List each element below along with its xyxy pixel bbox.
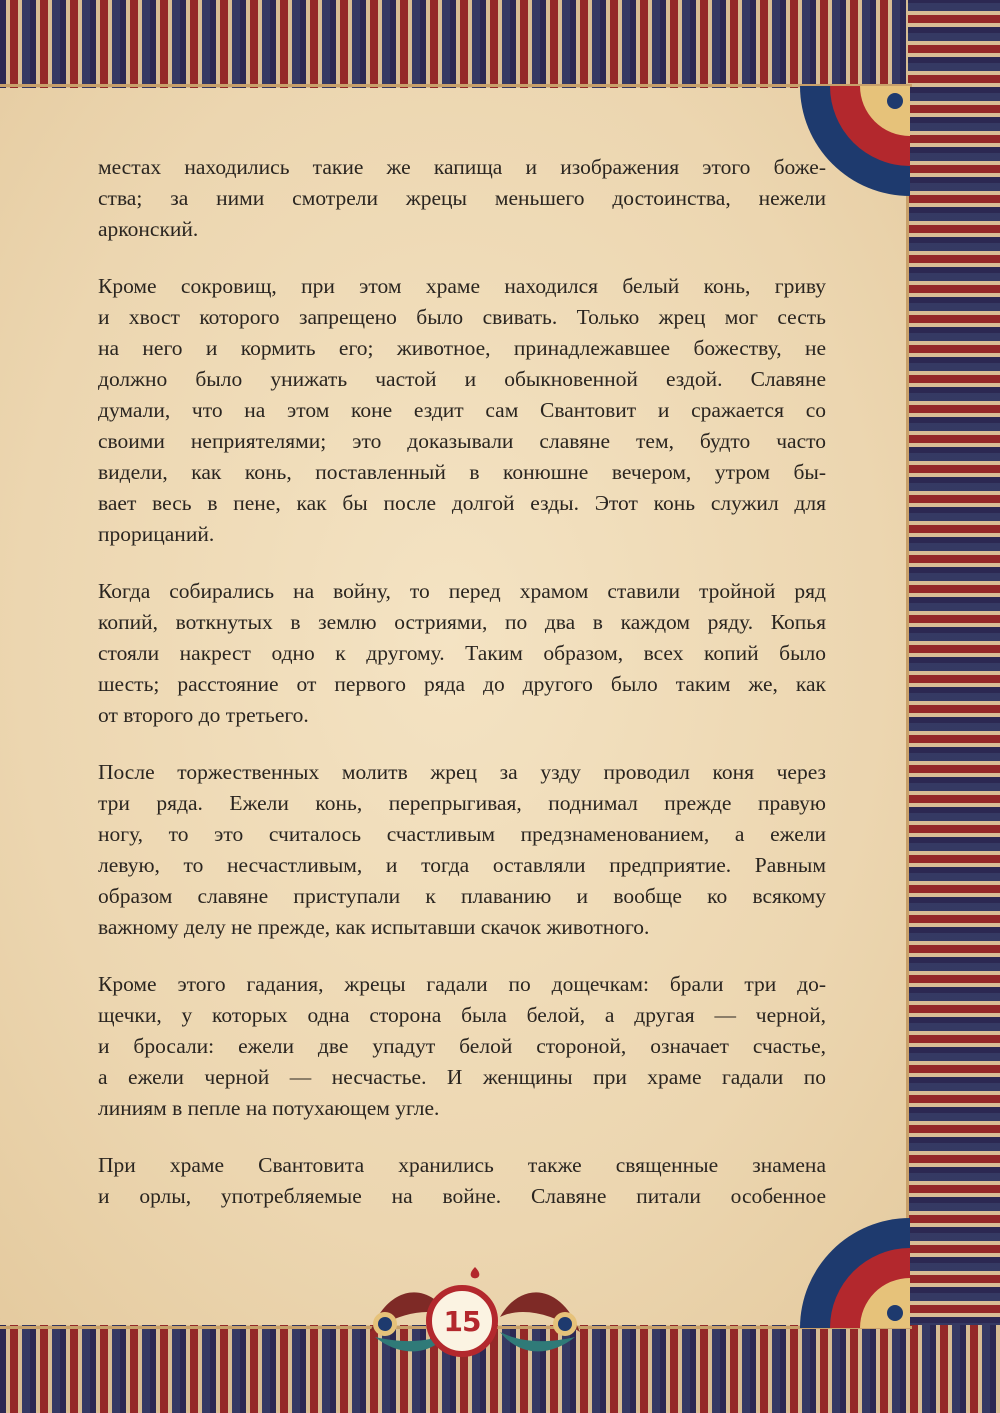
paragraph <box>98 757 826 943</box>
paragraph <box>98 969 826 1124</box>
paragraph <box>98 152 826 245</box>
text-line: а ежели черной — несчастье. И женщины при храме гадали по <box>98 1065 826 1089</box>
border-inner-line-top <box>0 84 912 87</box>
text-line: образом славяне приступали к плаванию и вообще ко всякому <box>98 884 826 908</box>
text-line: ства; за ними смотрели жрецы меньшего достоинства, нежели <box>98 186 826 210</box>
text-line: важному делу не прежде, как испытавши скачок животного. <box>98 915 650 939</box>
ornamental-border-right <box>908 0 1000 1413</box>
text-line: стояли накрест одно к другому. Таким образом, всех копий было <box>98 641 826 665</box>
text-line: вает весь в пене, как бы после долгой езды. Этот конь служил для <box>98 491 826 515</box>
body-text <box>98 152 826 1238</box>
text-line: копий, воткнутых в землю остриями, по два в каждом ряду. Копья <box>98 610 826 634</box>
text-line: левую, то несчастливым, и тогда оставляли предприятие. Равным <box>98 853 826 877</box>
text-line: должно было унижать частой и обыкновенной ездой. Славяне <box>98 367 826 391</box>
text-line: и бросали: ежели две упадут белой стороной, означает счастье, <box>98 1034 826 1058</box>
text-line: и орлы, употребляемые на войне. Славяне питали особенное <box>98 1184 826 1208</box>
text-line: на него и кормить его; животное, принадлежавшее божеству, не <box>98 336 826 360</box>
text-line: от второго до третьего. <box>98 703 309 727</box>
text-line: и хвост которого запрещено было свивать. Только жрец мог сесть <box>98 305 826 329</box>
text-line: видели, как конь, поставленный в конюшне вечером, утром бы- <box>98 460 826 484</box>
text-line: Кроме сокровищ, при этом храме находился белый конь, гриву <box>98 274 826 298</box>
text-line: арконский. <box>98 217 199 241</box>
ornamental-border-top <box>0 0 1000 88</box>
border-inner-line-right <box>906 84 909 1329</box>
text-line: Когда собирались на войну, то перед храмом ставили тройной ряд <box>98 579 826 603</box>
paragraph <box>98 1150 826 1212</box>
text-line: три ряда. Ежели конь, перепрыгивая, поднимал прежде правую <box>98 791 826 815</box>
text-line: линиям в пепле на потухающем угле. <box>98 1096 440 1120</box>
text-line: ногу, то это считалось счастливым предзнаменованием, а ежели <box>98 822 826 846</box>
text-line: думали, что на этом коне ездит сам Свантовит и сражается со <box>98 398 826 422</box>
text-line: своими неприятелями; это доказывали славяне тем, будто часто <box>98 429 826 453</box>
paragraph <box>98 576 826 731</box>
text-line: После торжественных молитв жрец за узду проводил коня через <box>98 760 826 784</box>
text-line: прорицаний. <box>98 522 215 546</box>
page-number: 15 <box>443 1304 481 1338</box>
text-line: шесть; расстояние от первого ряда до другого было таким же, как <box>98 672 826 696</box>
text-line: щечки, у которых одна сторона была белой, а другая — черной, <box>98 1003 826 1027</box>
paragraph <box>98 271 826 550</box>
text-line: Кроме этого гадания, жрецы гадали по дощечкам: брали три до- <box>98 972 826 996</box>
text-line: местах находились такие же капища и изображения этого боже- <box>98 155 826 179</box>
page-number-badge <box>426 1285 498 1357</box>
text-line: При храме Свантовита хранились также священные знамена <box>98 1153 826 1177</box>
